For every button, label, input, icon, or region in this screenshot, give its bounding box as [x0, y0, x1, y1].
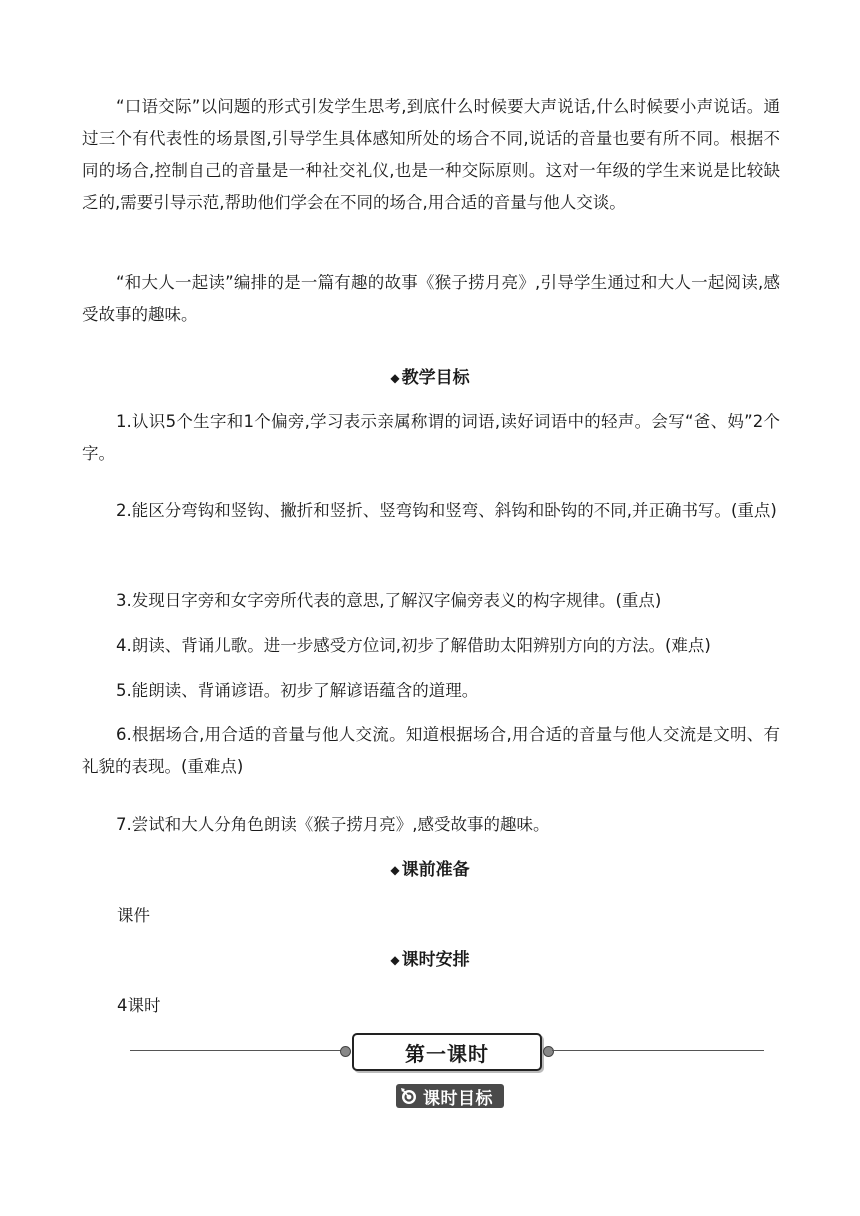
lesson-goal-label: 课时目标 [423, 1088, 493, 1109]
schedule-text: 4课时 [117, 996, 161, 1015]
goal-item-1: 1.认识5个生字和1个偏旁,学习表示亲属称谓的词语,读好词语中的轻声。会写“爸、妈”2个字。 [82, 412, 780, 463]
schedule-heading [0, 948, 860, 972]
lesson-goal-tag [396, 1084, 504, 1108]
target-icon [400, 1087, 418, 1105]
diamond-icon: ◆ [390, 863, 400, 877]
goal-item-4: 4.朗读、背诵儿歌。进一步感受方位词,初步了解借助太阳辨别方向的方法。(难点) [116, 636, 711, 655]
divider-right [552, 1050, 764, 1051]
diamond-icon: ◆ [390, 371, 400, 385]
intro-paragraph-1: “口语交际”以问题的形式引发学生思考,到底什么时候要大声说话,什么时候要小声说话。通过三个有代表性的场景图,引导学生具体感知所处的场合不同,说话的音量也要有所不同。根据不同的场合,控制自己的音量是一种社交礼仪,也是一种交际原则。这对一年级的学生来说是比较缺乏的,需要引导示范,帮助他们学会在不同的场合,用合适的音量与他人交谈。 [82, 97, 780, 212]
teaching-goals-heading [0, 366, 860, 390]
teaching-goals-heading-label: 教学目标 [401, 368, 470, 388]
divider-dot-left [340, 1046, 351, 1057]
goal-item-2: 2.能区分弯钩和竖钩、撇折和竖折、竖弯钩和竖弯、斜钩和卧钩的不同,并正确书写。(重点) [116, 501, 777, 520]
diamond-icon: ◆ [390, 953, 400, 967]
preparation-heading-label: 课前准备 [401, 860, 470, 880]
goal-item-5: 5.能朗读、背诵谚语。初步了解谚语蕴含的道理。 [116, 681, 479, 700]
goal-item-3: 3.发现日字旁和女字旁所代表的意思,了解汉字偏旁表义的构字规律。(重点) [116, 591, 662, 610]
schedule-heading-label: 课时安排 [401, 950, 470, 970]
preparation-text: 课件 [117, 906, 150, 925]
divider-dot-right [543, 1046, 554, 1057]
preparation-heading [0, 858, 860, 882]
lesson-banner [130, 1033, 764, 1069]
lesson-title: 第一课时 [352, 1033, 542, 1071]
intro-paragraph-2: “和大人一起读”编排的是一篇有趣的故事《猴子捞月亮》,引导学生通过和大人一起阅读,感受故事的趣味。 [82, 273, 780, 324]
divider-left [130, 1050, 342, 1051]
goal-item-6: 6.根据场合,用合适的音量与他人交流。知道根据场合,用合适的音量与他人交流是文明、有礼貌的表现。(重难点) [82, 725, 780, 776]
goal-item-7: 7.尝试和大人分角色朗读《猴子捞月亮》,感受故事的趣味。 [116, 815, 550, 834]
